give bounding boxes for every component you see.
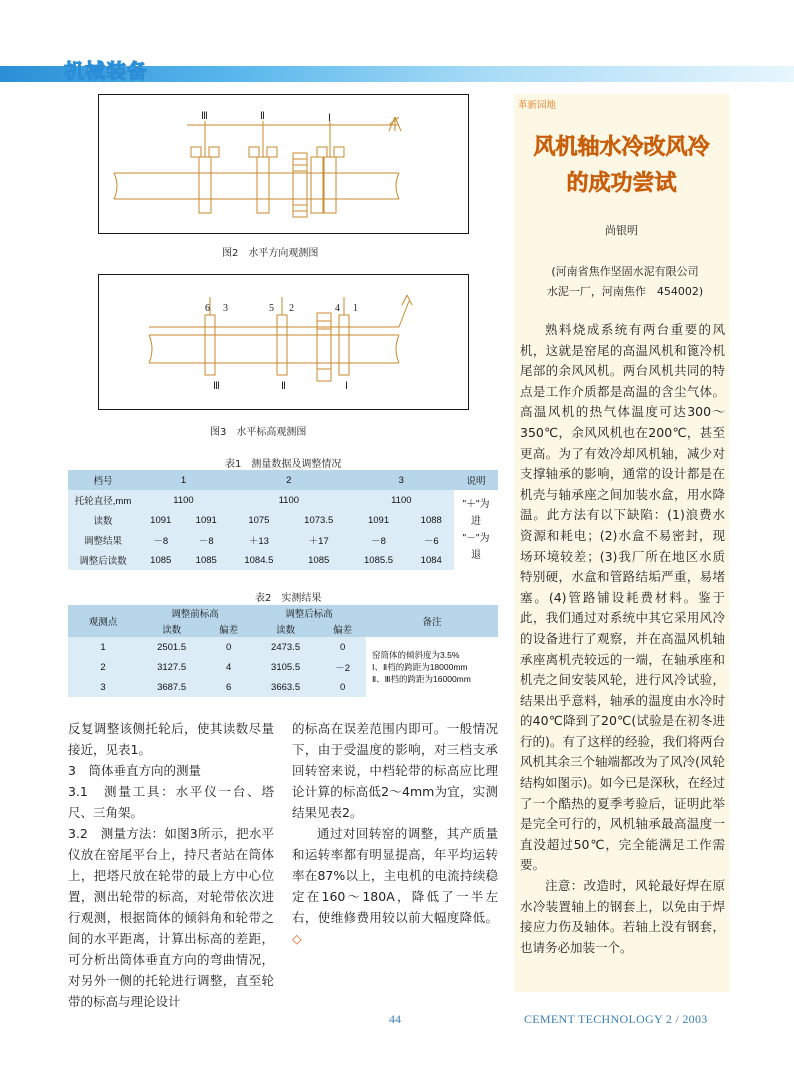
t1-cell: 1100 <box>391 494 412 506</box>
t1-note-line: "＋"为 <box>462 499 490 510</box>
figure-2 <box>98 94 469 234</box>
article-affiliation <box>530 262 720 302</box>
section-brand: 机械装备 <box>64 59 148 83</box>
fig3-bottom-i: Ⅰ <box>345 381 348 392</box>
t2-remark-line: Ⅱ、Ⅲ档的跨距为16000mm <box>372 674 471 684</box>
t2-remark-line: Ⅰ、Ⅱ档的跨距为18000mm <box>372 662 468 672</box>
table-1 <box>68 470 498 570</box>
t1-cell: －6 <box>423 536 439 547</box>
section-heading: 3 筒体垂直方向的测量 <box>68 763 201 778</box>
figure-3-caption: 图3 水平标高观测图 <box>210 427 307 438</box>
affiliation-line: (河南省焦作坚固水泥有限公司 <box>551 265 699 278</box>
t2-point: 2 <box>100 661 106 673</box>
t1-cell: －8 <box>153 536 169 547</box>
t1-cell: ＋17 <box>308 536 329 547</box>
t2-cell: 3687.5 <box>157 681 187 693</box>
t1-cell: 1073.5 <box>304 514 334 526</box>
journal-name: CEMENT TECHNOLOGY 2 / 2003 <box>524 1012 708 1026</box>
body-column-middle <box>292 718 498 949</box>
t1-cell: 1091 <box>150 514 172 526</box>
t2-header-reading: 读数 <box>276 625 296 636</box>
article-title <box>514 130 729 202</box>
t1-cell: 1088 <box>420 514 442 526</box>
t2-remark <box>366 637 498 697</box>
t2-cell: 0 <box>225 641 232 653</box>
t1-cell: ＋13 <box>248 536 269 547</box>
t1-cell: 1085.5 <box>364 554 394 566</box>
t2-header-before: 调整前标高 <box>171 609 219 620</box>
t1-row-label: 调整后读数 <box>79 556 127 567</box>
t1-cell: 1084.5 <box>244 554 274 566</box>
t2-cell: 3127.5 <box>157 661 187 673</box>
table-row <box>68 550 498 570</box>
figure-2-caption: 图2 水平方向观测图 <box>222 248 319 259</box>
t1-cell: 1085 <box>308 554 330 566</box>
fig3-label-2: 2 <box>289 303 294 314</box>
t1-cell: 1084 <box>420 554 442 566</box>
table-2 <box>68 605 498 697</box>
figure-3-drawing <box>99 275 468 409</box>
fig2-label-ii: Ⅱ <box>260 111 265 122</box>
t2-remark-line: 窑筒体的倾斜度为3.5% <box>372 650 460 660</box>
t1-row-label: 读数 <box>93 516 113 527</box>
t2-header-deviation: 偏差 <box>219 625 239 636</box>
t2-cell: 2501.5 <box>157 641 187 653</box>
t1-cell: 1075 <box>248 514 270 526</box>
t2-header-point: 观测点 <box>88 617 118 628</box>
t1-header-group: 2 <box>286 474 292 486</box>
t2-header-after: 调整后标高 <box>285 609 333 620</box>
t1-cell: －8 <box>371 536 386 547</box>
t2-header-reading: 读数 <box>162 625 182 636</box>
body-paragraph: 注意：改造时，风轮最好焊在原水冷装置轴上的钢套上，以免由于焊接应力伤及轴体。若轴上没有钢套，也请务必加装一个。 <box>520 878 725 955</box>
t1-header-group: 3 <box>398 474 404 486</box>
t1-cell: 1091 <box>195 514 217 526</box>
fig3-label-5: 5 <box>269 303 274 314</box>
t1-cell: －8 <box>198 536 214 547</box>
body-paragraph: 的标高在误差范围内即可。一般情况下，由于受温度的影响，对三档支承回转窑来说，中档轮带的标高应比理论计算的标高低2～4mm为宜，实测结果见表2。 <box>292 721 498 820</box>
article-author: 尚银明 <box>605 224 638 237</box>
t1-cell: 1085 <box>150 554 172 566</box>
t2-cell: 0 <box>339 641 346 653</box>
fig2-label-i: Ⅰ <box>328 113 331 124</box>
t2-header-remark: 备注 <box>422 617 442 628</box>
body-column-left <box>68 718 274 1012</box>
fig3-bottom-iii: Ⅲ <box>213 381 220 392</box>
table-2-caption: 表2 实测结果 <box>255 593 322 604</box>
body-paragraph-text: 通过对回转窑的调整，其产质量和运转率都有明显提高，年平均运转率在87%以上，主电机的电流持续稳定在160～180A，降低了一半左右，使维修费用较以前大幅度降低。 <box>292 826 498 925</box>
body-paragraph: 反复调整该侧托轮后，使其读数尽量接近，见表1。 <box>68 721 274 757</box>
body-paragraph: 熟料烧成系统有两台重要的风机，这就是窑尾的高温风机和篦冷机尾部的余风风机。两台风机共同的特点是工作介质都是高温的含尘气体。高温风机的热气体温度可达300～350℃，余风风机也在200℃，甚至更高。为了有效冷却风机轴，减少对支撑轴承的影响，通常的设计都是在机壳与轴承座之间加装水盒，用水降温。此方法有以下缺陷：(1)浪费水资源和耗电；(2)水盒不易密封，现场环境较差；(3)我厂所在地区水质特别硬，水盒和管路结垢严重，易堵塞。(4)管路铺设耗费材料。鉴于此，我们通过对系统中其它采用风冷的设备进行了观察，并在高温风机轴承座离机壳较远的一端，在轴承座和机壳之间安装风轮，进行风冷试验，结果出乎意料，轴承的温度由水冷时的40℃降到了20℃(试验是在初冬进行的)。有了这样的经验，我们将两台风机其余三个轴端都改为了风冷(风轮结构如图示)。如今已是深秋，在经过了一个酷热的夏季考验后，证明此举是完全可行的，风机轴承最高温度一直没超过50℃，完全能满足工作需要。 <box>520 322 725 873</box>
figure-3 <box>98 274 469 410</box>
t1-row-label: 托轮直径,mm <box>74 496 132 507</box>
t2-header-deviation: 偏差 <box>333 625 353 636</box>
t1-note-line: 进 <box>471 516 481 527</box>
body-paragraph: 3.2 测量方法：如图3所示，把水平仪放在窑尾平台上，持尺者站在筒体上，把塔尺放在轮带的最上方中心位置，测出轮带的标高，对轮带依次进行观测，根据筒体的倾斜角和轮带之间的水平距离，计算出标高的差距，可分析出筒体垂直方向的弯曲情况，对另外一侧的托轮进行调整，直至轮带的标高与理论设计 <box>68 826 274 1009</box>
t1-note-line: 退 <box>471 550 481 561</box>
fig3-label-6: 6 <box>205 303 210 314</box>
t1-note <box>454 490 498 570</box>
table-row <box>68 637 498 657</box>
fig2-label-iii: Ⅲ <box>201 111 208 122</box>
figure-2-drawing <box>99 95 468 233</box>
t1-header-note: 说明 <box>466 476 486 487</box>
t2-cell: －2 <box>335 663 350 674</box>
t2-cell: 2473.5 <box>271 641 301 653</box>
t1-row-label: 调整结果 <box>83 536 122 547</box>
sidebar-tag: 革新园地 <box>518 100 557 111</box>
t1-header-label: 档号 <box>93 476 113 487</box>
body-paragraph <box>292 823 498 949</box>
t1-cell: 1091 <box>367 514 390 526</box>
t2-cell: 3105.5 <box>271 661 301 673</box>
t1-note-line: "－"为 <box>462 533 490 544</box>
table-row <box>68 530 498 550</box>
t2-cell: 4 <box>225 661 232 673</box>
t2-point: 1 <box>100 641 106 653</box>
t1-cell: 1085 <box>195 554 217 566</box>
table-row <box>68 490 498 510</box>
body-paragraph: 3.1 测量工具：水平仪一台、塔尺、三角架。 <box>68 784 274 820</box>
t1-cell: 1100 <box>278 494 300 506</box>
end-mark-icon: ◇ <box>292 931 302 946</box>
article-body <box>520 320 725 958</box>
t2-cell: 6 <box>225 681 232 693</box>
affiliation-line: 水泥一厂，河南焦作 454002) <box>546 285 704 298</box>
t2-point: 3 <box>100 681 106 693</box>
fig3-label-4: 4 <box>335 303 340 314</box>
fig3-label-1: 1 <box>353 303 358 314</box>
table-row <box>68 510 498 530</box>
article-title-line: 风机轴水冷改风冷 <box>533 135 710 160</box>
t1-header-group: 1 <box>180 474 187 486</box>
fig3-label-3: 3 <box>223 303 228 314</box>
article-title-line: 的成功尝试 <box>566 171 677 196</box>
page-number: 44 <box>389 1012 401 1026</box>
t2-cell: 0 <box>339 681 346 693</box>
table-1-caption: 表1 测量数据及调整情况 <box>225 459 342 470</box>
t2-cell: 3663.5 <box>271 681 301 693</box>
t1-cell: 1100 <box>173 494 194 506</box>
fig3-bottom-ii: Ⅱ <box>281 381 286 392</box>
